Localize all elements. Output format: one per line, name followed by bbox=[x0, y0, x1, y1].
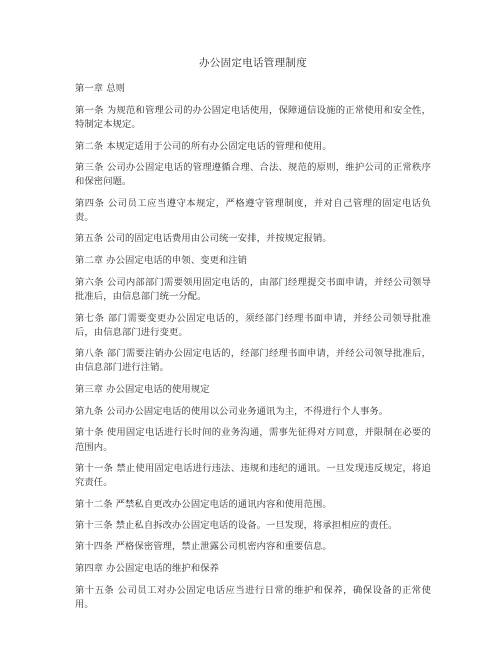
article-paragraph: 第五条 公司的固定电话费用由公司统一安排，并按规定报销。 bbox=[75, 233, 332, 245]
article-paragraph: 第十三条 禁止私自拆改办公固定电话的设备。一旦发现，将承担相应的责任。 bbox=[75, 519, 398, 531]
article-paragraph: 第四条 公司员工应当遵守本规定，严格遵守管理制度，并对自己管理的固定电话负责。 bbox=[75, 197, 431, 223]
article-paragraph: 第十五条 公司员工对办公固定电话应当进行日常的维护和保养，确保设备的正常使用。 bbox=[75, 584, 431, 611]
chapter-heading: 第二章 办公固定电话的申领、变更和注销 bbox=[75, 254, 248, 266]
article-paragraph: 第十四条 严格保密管理，禁止泄露公司机密内容和重要信息。 bbox=[75, 541, 332, 553]
article-paragraph: 第七条 部门需要变更办公固定电话的，须经部门经理书面申请，并经公司领导批准后，由信息部门进行变更。 bbox=[75, 312, 431, 338]
article-paragraph: 第三条 公司办公固定电话的管理遵循合理、合法、规范的原则，维护公司的正常秩序和保密问题。 bbox=[75, 162, 431, 188]
chapter-heading: 第三章 办公固定电话的使用规定 bbox=[75, 383, 210, 395]
chapter-heading: 第四章 办公固定电话的维护和保养 bbox=[75, 562, 220, 574]
article-paragraph: 第九条 公司办公固定电话的使用以公司业务通讯为主，不得进行个人事务。 bbox=[75, 405, 389, 417]
article-paragraph: 第十条 使用固定电话进行长时间的业务沟通，需事先征得对方同意，并限制在必要的范围内。 bbox=[75, 427, 431, 453]
document-title: 办公固定电话管理制度 bbox=[199, 57, 307, 69]
article-paragraph: 第六条 公司内部部门需要领用固定电话的，由部门经理提交书面申请，并经公司领导批准后，由信息部门统一分配。 bbox=[75, 276, 431, 303]
article-paragraph: 第二条 本规定适用于公司的所有办公固定电话的管理和使用。 bbox=[75, 140, 332, 152]
article-paragraph: 第一条 为规范和管理公司的办公固定电话使用，保障通信设施的正常使用和安全性，特制定本规定。 bbox=[75, 105, 431, 131]
article-paragraph: 第十一条 禁止使用固定电话进行违法、违规和违纪的通讯。一旦发现违反规定，将追究责任。 bbox=[75, 462, 431, 489]
article-paragraph: 第八条 部门需要注销办公固定电话的，经部门经理书面申请，并经公司领导批准后，由信息部门进行注销。 bbox=[75, 348, 431, 374]
chapter-heading: 第一章 总则 bbox=[75, 83, 126, 94]
article-paragraph: 第十二条 严禁私自更改办公固定电话的通讯内容和使用范围。 bbox=[75, 498, 332, 510]
